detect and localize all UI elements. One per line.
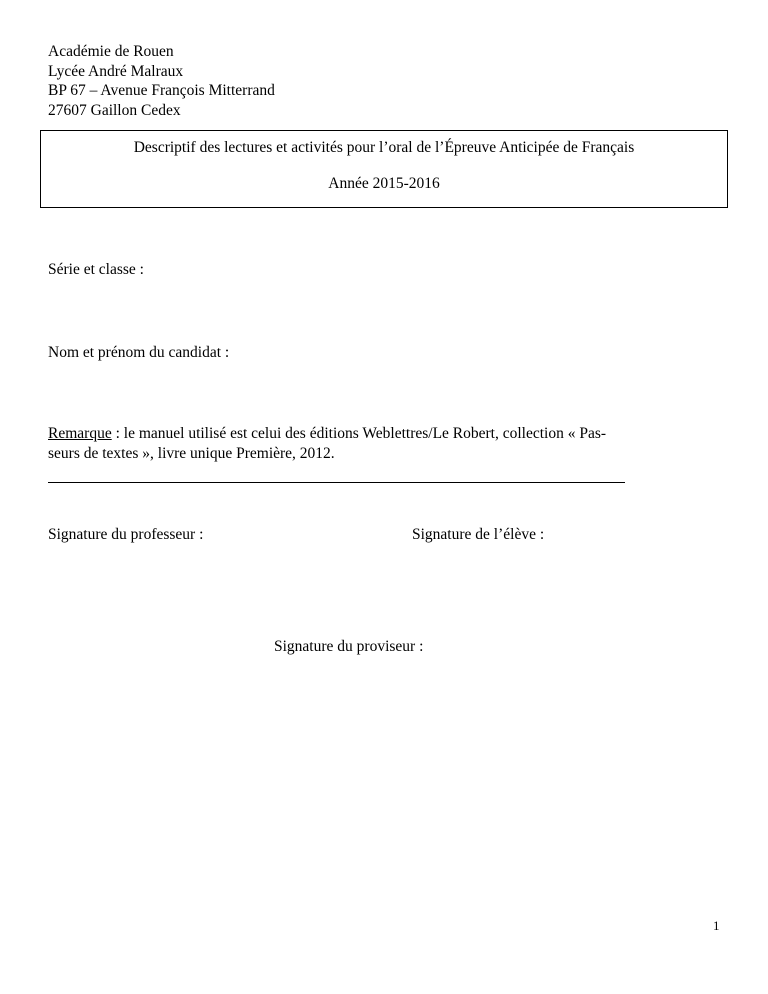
school-year: Année 2015-2016 (328, 175, 440, 192)
document-title: Descriptif des lectures et activités pour l’oral de l’Épreuve Anticipée de Français (133, 139, 635, 156)
serie-classe-label: Série et classe : (48, 261, 144, 278)
address-line-city: 27607 Gaillon Cedex (48, 101, 181, 119)
page-number: 1 (713, 918, 720, 933)
school-address (48, 42, 275, 120)
address-line-academie: Académie de Rouen (48, 43, 174, 60)
title-box (40, 130, 728, 208)
separator-line (48, 482, 625, 483)
address-line-lycee: Lycée André Malraux (48, 62, 184, 80)
signature-proviseur-label: Signature du proviseur : (274, 638, 424, 655)
signature-eleve-label: Signature de l’élève : (412, 526, 545, 543)
remark-text-line1: : le manuel utilisé est celui des éditions Weblettres/Le Robert, collection « Pas- (111, 425, 607, 442)
signature-professeur-label: Signature du professeur : (48, 526, 204, 543)
remark-label: Remarque (48, 425, 112, 442)
address-line-street: BP 67 – Avenue François Mitterrand (48, 82, 275, 99)
remark-text-line2: seurs de textes », livre unique Première, 2012. (48, 444, 335, 462)
remark-paragraph (48, 424, 718, 463)
nom-prenom-label: Nom et prénom du candidat : (48, 344, 230, 361)
